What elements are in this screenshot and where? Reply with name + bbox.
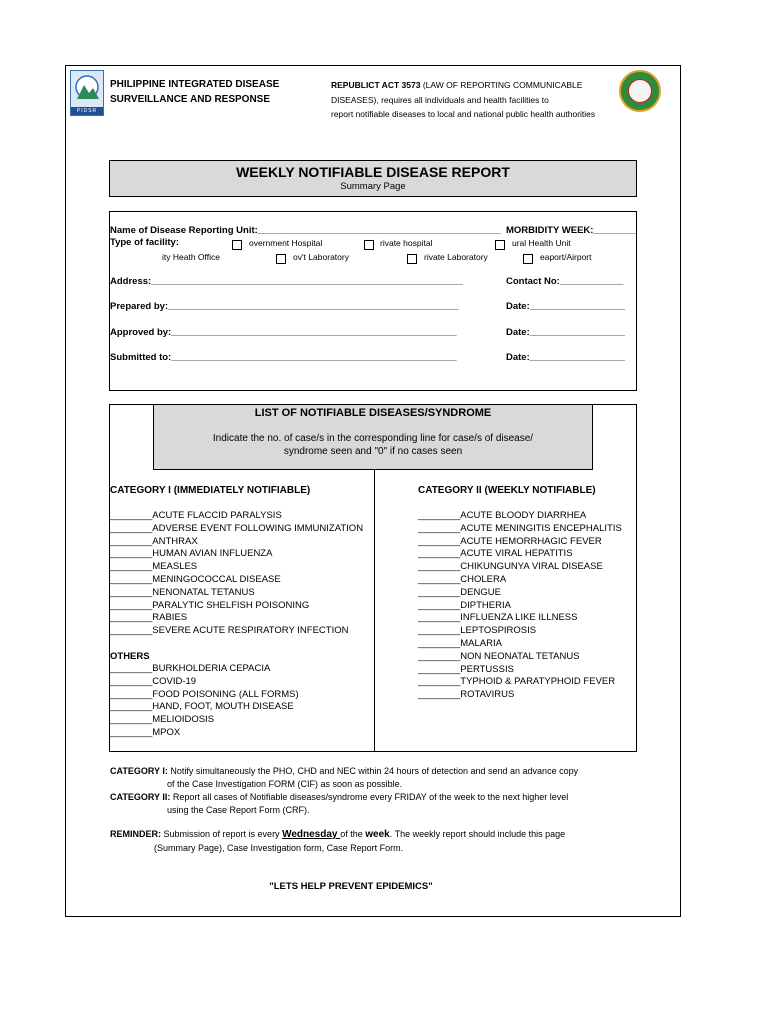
- prepared-by-field[interactable]: Prepared by:_______________________________________________________: [110, 301, 459, 312]
- label-government-hospital: overnment Hospital: [249, 238, 323, 248]
- disease-list-item[interactable]: ________CHOLERA: [418, 573, 507, 585]
- disease-list-item[interactable]: ________NON NEONATAL TETANUS: [418, 650, 580, 662]
- report-title-box: [109, 160, 637, 197]
- category2-list: [418, 510, 622, 702]
- disease-list-item[interactable]: ________MPOX: [110, 726, 181, 738]
- reminder-mid: of the: [340, 829, 366, 839]
- category1-note-line2: of the Case Investigation FORM (CIF) as soon as possible.: [167, 779, 403, 789]
- disease-list-item[interactable]: ________HUMAN AVIAN INFLUENZA: [110, 548, 273, 560]
- checkbox-private-hospital[interactable]: [364, 240, 374, 250]
- reporting-unit-field[interactable]: Name of Disease Reporting Unit:______________________________________________: [110, 225, 501, 236]
- pidsr-logo: [70, 70, 104, 116]
- disease-list-item[interactable]: ________ROTAVIRUS: [418, 689, 515, 701]
- reminder-post: . The weekly report should include this page: [389, 829, 566, 839]
- disease-list-item[interactable]: ________INFLUENZA LIKE ILLNESS: [418, 612, 578, 624]
- label-private-hospital: rivate hospital: [380, 238, 433, 248]
- reminder-day: Wednesday: [282, 829, 341, 840]
- disease-list-item[interactable]: ________MEASLES: [110, 561, 198, 573]
- disease-list-item[interactable]: ________ACUTE MENINGITIS ENCEPHALITIS: [418, 522, 622, 534]
- approved-by-field[interactable]: Approved by:______________________________________________________: [110, 327, 457, 338]
- prepared-date-field[interactable]: Date:__________________: [506, 301, 625, 312]
- label-city-health-office: ity Heath Office: [162, 252, 220, 262]
- address-field[interactable]: Address:___________________________________________________________: [110, 276, 463, 287]
- approved-date-field[interactable]: Date:__________________: [506, 327, 625, 338]
- checkbox-seaport-airport[interactable]: [523, 254, 533, 264]
- disease-list-item[interactable]: ________DENGUE: [418, 586, 501, 598]
- disease-list-item[interactable]: ________ADVERSE EVENT FOLLOWING IMMUNIZATION: [110, 522, 364, 534]
- contact-no-field[interactable]: Contact No:____________: [506, 276, 624, 287]
- disease-list-item[interactable]: ________ACUTE FLACCID PARALYSIS: [110, 510, 282, 521]
- disease-list-item[interactable]: ________HAND, FOOT, MOUTH DISEASE: [110, 701, 294, 713]
- label-private-laboratory: rivate Laboratory: [424, 252, 488, 262]
- reminder-pre: Submission of report is every: [163, 829, 283, 839]
- disease-list-item[interactable]: ________BURKHOLDERIA CEPACIA: [110, 663, 271, 674]
- disease-list-item[interactable]: ________ACUTE HEMORRHAGIC FEVER: [418, 535, 602, 547]
- others-list: [110, 663, 299, 740]
- disease-list-item[interactable]: ________COVID-19: [110, 675, 197, 687]
- act-line3: report notifiable diseases to local and national public health authorities: [331, 109, 596, 119]
- category2-note-text: Report all cases of Notifiable diseases/syndrome every FRIDAY of the week to the next higher level: [172, 792, 569, 802]
- category2-note-label: CATEGORY II:: [110, 792, 171, 802]
- category2-note-line1: [110, 792, 568, 802]
- disease-list-item[interactable]: ________FOOD POISONING (ALL FORMS): [110, 688, 299, 700]
- reminder-week: week: [365, 829, 390, 840]
- report-subtitle: Summary Page: [340, 181, 406, 192]
- facility-type-label: Type of facility:: [110, 237, 179, 248]
- act-line2: DISEASES), requires all individuals and health facilities to: [331, 95, 549, 105]
- category1-title: CATEGORY I (IMMEDIATELY NOTIFIABLE): [110, 485, 311, 496]
- category1-note-label: CATEGORY I:: [110, 766, 168, 776]
- reminder-line1: [110, 829, 565, 840]
- disease-list-item[interactable]: ________PARALYTIC SHELFISH POISONING: [110, 599, 310, 611]
- report-title: WEEKLY NOTIFIABLE DISEASE REPORT: [236, 164, 510, 180]
- reminder-line2: (Summary Page), Case Investigation form, Case Report Form.: [154, 843, 404, 853]
- disease-list-item[interactable]: ________SEVERE ACUTE RESPIRATORY INFECTION: [110, 625, 349, 637]
- checkbox-rural-health-unit[interactable]: [495, 240, 505, 250]
- reminder-label: REMINDER:: [110, 829, 161, 839]
- slogan: "LETS HELP PREVENT EPIDEMICS": [269, 881, 433, 892]
- submitted-date-field[interactable]: Date:__________________: [506, 352, 625, 363]
- list-header-title: LIST OF NOTIFIABLE DISEASES/SYNDROME: [254, 407, 492, 419]
- act-title-suffix: (LAW OF REPORTING COMMUNICABLE: [422, 80, 583, 90]
- disease-list-item[interactable]: ________DIPTHERIA: [418, 599, 511, 611]
- org-name-line1: PHILIPPINE INTEGRATED DISEASE: [110, 79, 280, 90]
- disease-list-item[interactable]: ________TYPHOID & PARATYPHOID FEVER: [418, 676, 616, 688]
- logo-band-text: PIDSR: [71, 107, 103, 115]
- morbidity-week-field[interactable]: MORBIDITY WEEK:________: [506, 225, 636, 236]
- disease-list-item[interactable]: ________ACUTE BLOODY DIARRHEA: [418, 510, 587, 521]
- disease-list-item[interactable]: ________NENONATAL TETANUS: [110, 586, 255, 598]
- doh-seal-icon: [619, 70, 661, 112]
- checkbox-govt-laboratory[interactable]: [276, 254, 286, 264]
- disease-list-header: [153, 404, 593, 470]
- act-title: REPUBLICT ACT 3573: [331, 80, 421, 90]
- checkbox-government-hospital[interactable]: [232, 240, 242, 250]
- checkbox-private-laboratory[interactable]: [407, 254, 417, 264]
- label-seaport-airport: eaport/Airport: [540, 252, 592, 262]
- category1-list: [110, 510, 363, 638]
- disease-list-item[interactable]: ________MENINGOCOCCAL DISEASE: [110, 573, 281, 585]
- others-title: OTHERS: [110, 651, 150, 662]
- disease-list-item[interactable]: ________LEPTOSPIROSIS: [418, 625, 537, 637]
- list-instruction-line1: Indicate the no. of case/s in the corresponding line for case/s of disease/: [212, 433, 534, 444]
- list-instruction-line2: syndrome seen and "0" if no cases seen: [283, 446, 463, 457]
- label-rural-health-unit: ural Health Unit: [512, 238, 571, 248]
- disease-list-item[interactable]: ________RABIES: [110, 612, 188, 624]
- category1-note-text: Notify simultaneously the PHO, CHD and NEC within 24 hours of detection and send an advance copy: [170, 766, 579, 776]
- category1-note-line1: [110, 766, 578, 776]
- category2-title: CATEGORY II (WEEKLY NOTIFIABLE): [418, 485, 596, 496]
- label-govt-laboratory: ov't Laboratory: [293, 252, 349, 262]
- disease-list-item[interactable]: ________MELIOIDOSIS: [110, 714, 215, 726]
- act-line1: [331, 80, 582, 90]
- disease-list-item[interactable]: ________CHIKUNGUNYA VIRAL DISEASE: [418, 561, 603, 573]
- disease-list-item[interactable]: ________MALARIA: [418, 637, 502, 649]
- category2-note-line2: using the Case Report Form (CRF).: [167, 805, 310, 815]
- disease-list-item[interactable]: ________ANTHRAX: [110, 535, 198, 547]
- disease-list-item[interactable]: ________PERTUSSIS: [418, 663, 514, 675]
- column-divider: [374, 470, 375, 752]
- org-name-line2: SURVEILLANCE AND RESPONSE: [110, 94, 271, 105]
- disease-list-item[interactable]: ________ACUTE VIRAL HEPATITIS: [418, 548, 573, 560]
- submitted-to-field[interactable]: Submitted to:______________________________________________________: [110, 352, 457, 363]
